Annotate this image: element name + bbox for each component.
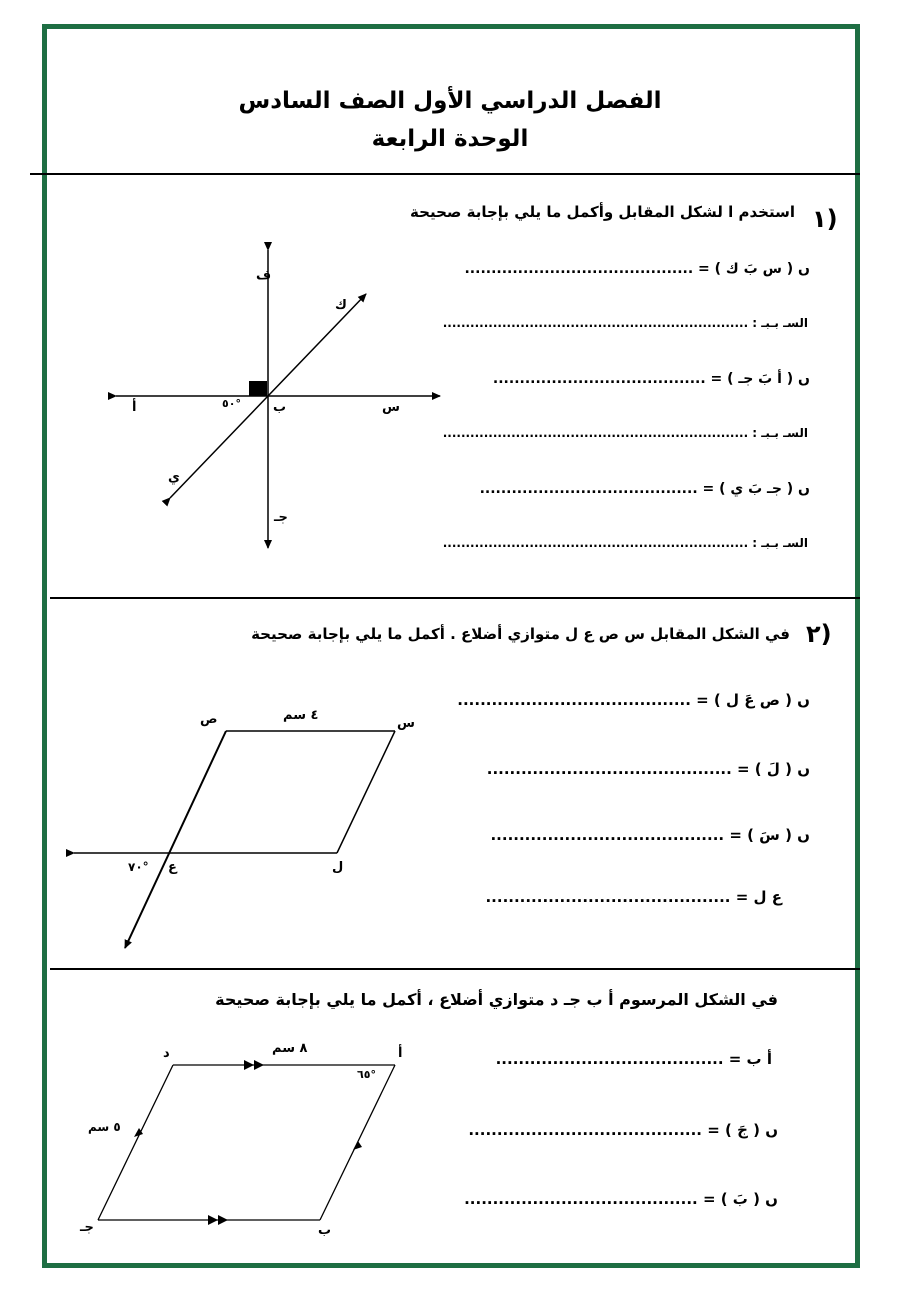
q3-side-dj bbox=[98, 1065, 173, 1220]
q1-angle-2: ں ( أ بَ جـ ) = ........................................ bbox=[492, 371, 810, 387]
q2-item-2: ں ( لَ ) = ........................................... bbox=[486, 760, 810, 778]
q3-label-left-side: ٥ سم bbox=[88, 1120, 121, 1134]
q2-item-1: ں ( ص عَ ل ) = ......................................... bbox=[457, 691, 810, 709]
q1-reason-3: السـ بـبـ : ................................................................... bbox=[442, 536, 808, 550]
q2-label-l: ل bbox=[332, 860, 344, 875]
q2-label-e: ع bbox=[168, 860, 177, 875]
q1-angle-1: ں ( س بَ ك ) = ........................................... bbox=[464, 261, 810, 277]
q1-label-b: ب bbox=[273, 400, 287, 415]
q3-prompt: في الشكل المرسوم أ ب جـ د متوازي أضلاع ، أكمل ما يلي بإجابة صحيحة bbox=[215, 990, 778, 1009]
q3-parallel-marks-top bbox=[244, 1060, 264, 1070]
q3-parallel-mark-right bbox=[353, 1141, 362, 1150]
q3-label-d: د bbox=[163, 1046, 170, 1061]
q3-label-top-side: ٨ سم bbox=[272, 1041, 308, 1056]
q1-number: ١) bbox=[812, 205, 838, 233]
q1-label-k: ك bbox=[335, 298, 347, 313]
q1-angle-label: ٥٠° bbox=[222, 397, 241, 410]
header-unit: الوحدة الرابعة bbox=[371, 126, 529, 152]
q1-label-y: ي bbox=[168, 470, 180, 485]
q2-prompt: في الشكل المقابل س ص ع ل متوازي أضلاع . أكمل ما يلي بإجابة صحيحة bbox=[251, 625, 790, 643]
q1-label-f: ف bbox=[256, 268, 272, 283]
header-title: الفصل الدراسي الأول الصف السادس bbox=[238, 88, 662, 114]
q3-label-j: جـ bbox=[80, 1220, 94, 1235]
q2-item-3: ں ( سَ ) = ......................................... bbox=[490, 826, 810, 844]
q1-label-s: س bbox=[382, 400, 400, 415]
q2-angle-label: ٧٠° bbox=[128, 860, 149, 874]
q3-item-2: ں ( جَ ) = ......................................... bbox=[468, 1121, 778, 1139]
q2-number: ٢) bbox=[806, 620, 832, 648]
q1-label-j: جـ bbox=[274, 510, 288, 525]
q2-item-4: ع ل = ........................................... bbox=[485, 888, 782, 906]
q2-label-side: ٤ سم bbox=[283, 708, 319, 723]
q1-reason-2: السـ بـبـ : ................................................................... bbox=[442, 426, 808, 440]
q3-angle-label: ٦٥° bbox=[357, 1068, 376, 1081]
q1-reason-1: السـ بـبـ : ................................................................... bbox=[442, 316, 808, 330]
q3-item-1: أ ب = ........................................ bbox=[495, 1050, 772, 1068]
q1-prompt: استخدم ا لشكل المقابل وأكمل ما يلي بإجابة صحيحة bbox=[410, 203, 795, 221]
q3-parallel-marks-bottom bbox=[208, 1215, 228, 1225]
q3-label-b: ب bbox=[318, 1223, 332, 1238]
q2-label-s: س bbox=[397, 716, 415, 731]
q1-angle-3: ں ( جـ بَ ي ) = ......................................... bbox=[479, 481, 810, 497]
q3-label-a: أ bbox=[398, 1046, 403, 1061]
q2-label-p: ص bbox=[200, 712, 218, 727]
q3-item-3: ں ( بَ ) = ......................................... bbox=[464, 1190, 778, 1208]
q1-label-a: أ bbox=[132, 400, 137, 415]
